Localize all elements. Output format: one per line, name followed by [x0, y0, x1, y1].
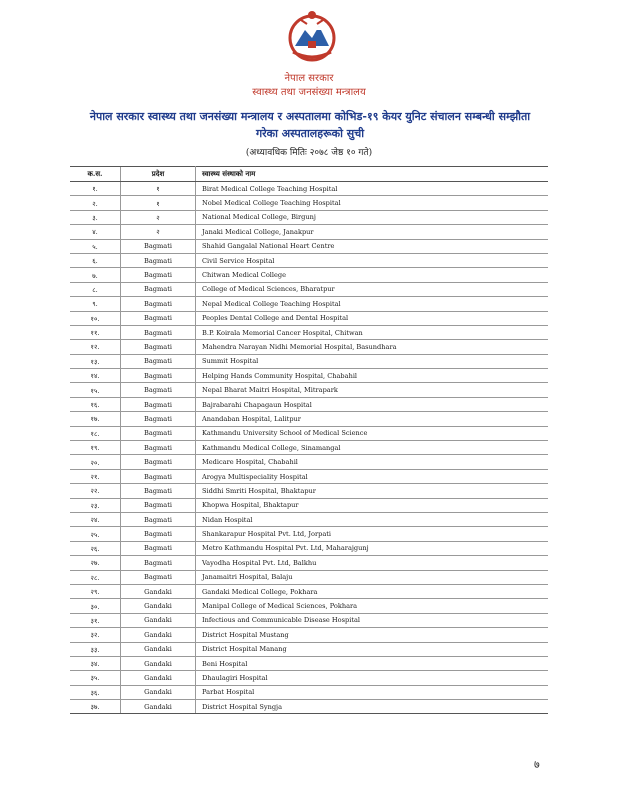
row-institution-name: Nepal Medical College Teaching Hospital	[196, 297, 549, 311]
row-serial: ९.	[70, 297, 121, 311]
row-province: Bagmati	[121, 570, 196, 584]
row-institution-name: Gandaki Medical College, Pokhara	[196, 584, 549, 598]
row-province: Bagmati	[121, 412, 196, 426]
page-title	[60, 108, 560, 142]
row-serial: ३३.	[70, 642, 121, 656]
row-province: Bagmati	[121, 354, 196, 368]
row-province: Bagmati	[121, 268, 196, 282]
row-institution-name: Manipal College of Medical Sciences, Pokhara	[196, 599, 549, 613]
row-serial: २६.	[70, 541, 121, 555]
row-serial: १.	[70, 182, 121, 196]
row-institution-name: District Hospital Syngja	[196, 700, 549, 714]
row-serial: २७.	[70, 556, 121, 570]
table-row	[70, 527, 548, 541]
row-institution-name: Infectious and Communicable Disease Hospital	[196, 613, 549, 627]
row-institution-name: Janamaitri Hospital, Balaju	[196, 570, 549, 584]
row-serial: २१.	[70, 469, 121, 483]
header-province: प्रदेश	[121, 167, 196, 182]
updated-date: (अध्यावधिक मितिः २०७८ जेष्ठ १० गते)	[245, 148, 373, 158]
row-serial: २९.	[70, 584, 121, 598]
row-province: Bagmati	[121, 253, 196, 267]
row-serial: ३६.	[70, 685, 121, 699]
table-row	[70, 498, 548, 512]
row-institution-name: College of Medical Sciences, Bharatpur	[196, 282, 549, 296]
title-line-1: नेपाल सरकार स्वास्थ्य तथा जनसंख्या मन्त्रालय र अस्पतालमा कोभिड-१९ केयर युनिट संचालन सम्बन्धी सम्झौता	[89, 110, 531, 123]
row-serial: ३५.	[70, 671, 121, 685]
row-serial: ११.	[70, 325, 121, 339]
table-row	[70, 685, 548, 699]
table-row	[70, 253, 548, 267]
row-province: Gandaki	[121, 584, 196, 598]
row-institution-name: Vayodha Hospital Pvt. Ltd, Balkhu	[196, 556, 549, 570]
row-institution-name: National Medical College, Birgunj	[196, 210, 549, 224]
row-serial: ३०.	[70, 599, 121, 613]
table-row	[70, 369, 548, 383]
row-province: Bagmati	[121, 484, 196, 498]
row-serial: १३.	[70, 354, 121, 368]
row-province: Bagmati	[121, 383, 196, 397]
row-province: २	[121, 225, 196, 239]
row-serial: ४.	[70, 225, 121, 239]
table-row	[70, 311, 548, 325]
table-row	[70, 182, 548, 196]
table-row	[70, 671, 548, 685]
row-institution-name: Bajrabarahi Chapagaun Hospital	[196, 397, 549, 411]
header-ministry-name: स्वास्थ्य तथा जनसंख्या मन्त्रालय	[252, 87, 366, 98]
header-institution-name: स्वास्थ्य संस्थाको नाम	[196, 167, 549, 182]
row-serial: १५.	[70, 383, 121, 397]
row-province: Bagmati	[121, 340, 196, 354]
row-institution-name: Dhaulagiri Hospital	[196, 671, 549, 685]
row-serial: २३.	[70, 498, 121, 512]
header-government-name: नेपाल सरकार	[284, 73, 334, 84]
row-serial: १२.	[70, 340, 121, 354]
table-row	[70, 599, 548, 613]
row-serial: १७.	[70, 412, 121, 426]
table-body	[70, 182, 548, 714]
table-row	[70, 700, 548, 714]
table-row	[70, 441, 548, 455]
row-province: Bagmati	[121, 311, 196, 325]
row-serial: १४.	[70, 369, 121, 383]
row-institution-name: B.P. Koirala Memorial Cancer Hospital, Chitwan	[196, 325, 549, 339]
row-province: Bagmati	[121, 556, 196, 570]
row-institution-name: Summit Hospital	[196, 354, 549, 368]
row-serial: १९.	[70, 441, 121, 455]
table-row	[70, 541, 548, 555]
header-serial: क.स.	[70, 167, 121, 182]
row-province: Bagmati	[121, 527, 196, 541]
nepal-emblem-icon	[283, 8, 341, 66]
row-province: Gandaki	[121, 656, 196, 670]
row-province: Gandaki	[121, 685, 196, 699]
row-province: Gandaki	[121, 599, 196, 613]
row-serial: २५.	[70, 527, 121, 541]
table-row	[70, 484, 548, 498]
hospital-table	[70, 166, 548, 714]
row-institution-name: Beni Hospital	[196, 656, 549, 670]
table-row	[70, 196, 548, 210]
table-header-row	[70, 167, 548, 182]
table-row	[70, 225, 548, 239]
table-row	[70, 584, 548, 598]
row-institution-name: Parbat Hospital	[196, 685, 549, 699]
row-institution-name: Medicare Hospital, Chabahil	[196, 455, 549, 469]
table-row	[70, 239, 548, 253]
row-serial: ८.	[70, 282, 121, 296]
row-institution-name: Janaki Medical College, Janakpur	[196, 225, 549, 239]
row-institution-name: Chitwan Medical College	[196, 268, 549, 282]
table-row	[70, 628, 548, 642]
row-province: Bagmati	[121, 282, 196, 296]
row-province: Bagmati	[121, 512, 196, 526]
row-province: Bagmati	[121, 239, 196, 253]
row-institution-name: Kathmandu University School of Medical Science	[196, 426, 549, 440]
row-serial: २.	[70, 196, 121, 210]
row-institution-name: Shahid Gangalal National Heart Centre	[196, 239, 549, 253]
row-institution-name: Metro Kathmandu Hospital Pvt. Ltd, Maharajgunj	[196, 541, 549, 555]
row-institution-name: Khopwa Hospital, Bhaktapur	[196, 498, 549, 512]
row-serial: ३.	[70, 210, 121, 224]
row-province: Gandaki	[121, 642, 196, 656]
table-row	[70, 656, 548, 670]
row-institution-name: Peoples Dental College and Dental Hospital	[196, 311, 549, 325]
row-serial: १८.	[70, 426, 121, 440]
row-province: Bagmati	[121, 369, 196, 383]
row-serial: ३२.	[70, 628, 121, 642]
row-institution-name: Helping Hands Community Hospital, Chabahil	[196, 369, 549, 383]
row-province: Bagmati	[121, 498, 196, 512]
row-institution-name: Arogya Multispeciality Hospital	[196, 469, 549, 483]
table-row	[70, 469, 548, 483]
row-province: १	[121, 182, 196, 196]
table-row	[70, 282, 548, 296]
row-serial: ६.	[70, 253, 121, 267]
row-institution-name: Civil Service Hospital	[196, 253, 549, 267]
row-serial: ३४.	[70, 656, 121, 670]
row-serial: २०.	[70, 455, 121, 469]
table-row	[70, 570, 548, 584]
row-serial: ३७.	[70, 700, 121, 714]
row-serial: १६.	[70, 397, 121, 411]
row-institution-name: Shankarapur Hospital Pvt. Ltd, Jorpati	[196, 527, 549, 541]
table-row	[70, 412, 548, 426]
row-institution-name: Siddhi Smriti Hospital, Bhaktapur	[196, 484, 549, 498]
table-row	[70, 455, 548, 469]
table-row	[70, 210, 548, 224]
row-institution-name: Anandaban Hospital, Lalitpur	[196, 412, 549, 426]
row-serial: ३१.	[70, 613, 121, 627]
row-province: Bagmati	[121, 325, 196, 339]
table-row	[70, 340, 548, 354]
title-line-2: गरेका अस्पतालहरूको सुची	[255, 127, 365, 140]
row-province: Bagmati	[121, 441, 196, 455]
row-institution-name: Nepal Bharat Maitri Hospital, Mitrapark	[196, 383, 549, 397]
row-province: Gandaki	[121, 628, 196, 642]
row-province: Bagmati	[121, 541, 196, 555]
row-province: Gandaki	[121, 671, 196, 685]
row-province: Bagmati	[121, 397, 196, 411]
row-serial: १०.	[70, 311, 121, 325]
row-province: १	[121, 196, 196, 210]
table-row	[70, 397, 548, 411]
table-row	[70, 613, 548, 627]
row-serial: २२.	[70, 484, 121, 498]
row-province: Bagmati	[121, 455, 196, 469]
table-row	[70, 268, 548, 282]
row-institution-name: Kathmandu Medical College, Sinamangal	[196, 441, 549, 455]
table-row	[70, 325, 548, 339]
row-institution-name: Mahendra Narayan Nidhi Memorial Hospital, Basundhara	[196, 340, 549, 354]
table-row	[70, 642, 548, 656]
table-row	[70, 354, 548, 368]
row-serial: ५.	[70, 239, 121, 253]
table-row	[70, 426, 548, 440]
row-institution-name: Birat Medical College Teaching Hospital	[196, 182, 549, 196]
row-institution-name: Nidan Hospital	[196, 512, 549, 526]
row-province: Gandaki	[121, 700, 196, 714]
table-row	[70, 556, 548, 570]
row-province: Bagmati	[121, 297, 196, 311]
row-institution-name: District Hospital Mustang	[196, 628, 549, 642]
row-province: २	[121, 210, 196, 224]
page-number: ७	[534, 758, 540, 771]
row-province: Bagmati	[121, 426, 196, 440]
row-serial: ७.	[70, 268, 121, 282]
row-province: Bagmati	[121, 469, 196, 483]
row-institution-name: District Hospital Manang	[196, 642, 549, 656]
table-row	[70, 512, 548, 526]
row-serial: २४.	[70, 512, 121, 526]
table-row	[70, 297, 548, 311]
table-row	[70, 383, 548, 397]
row-serial: २८.	[70, 570, 121, 584]
row-institution-name: Nobel Medical College Teaching Hospital	[196, 196, 549, 210]
row-province: Gandaki	[121, 613, 196, 627]
